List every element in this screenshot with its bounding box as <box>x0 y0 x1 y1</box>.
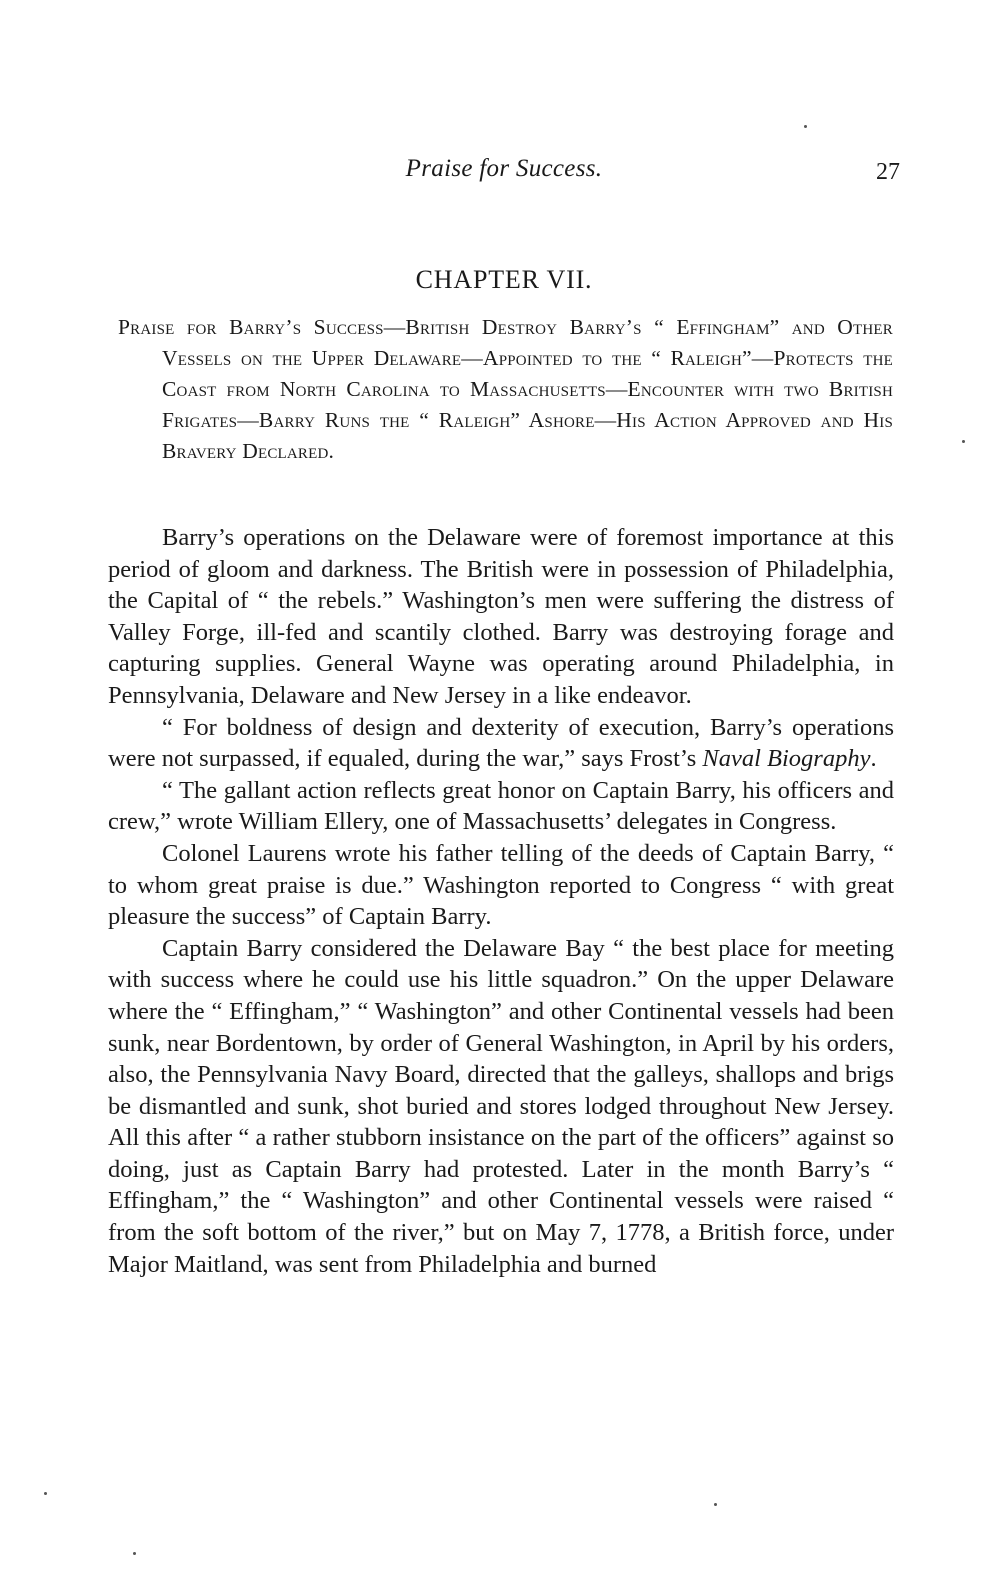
chapter-heading: CHAPTER VII. <box>415 265 593 294</box>
paragraph: “ The gallant action reflects great honor on Captain Barry, his officers and crew,” wrote William Ellery, one of Massachusetts’ delegates in Congress. <box>108 776 894 836</box>
running-head <box>108 155 900 195</box>
quote-text: “ For boldness of design and dexterity of execution, Barry’s operations were not surpassed, if equaled, during the war,” says Frost’s <box>108 713 894 773</box>
paragraph: Captain Barry considered the Delaware Bay “ the best place for meeting with success where he could use his little squadron.” On the upper Delaware where the “ Effingham,” “ Washington” and other Continental vessels had been sunk, near Bordentown, by order of General Washington, in April by his orders, also, the Pennsylvania Navy Board, directed that the galleys, shallops and brigs be dismantled and sunk, shot buried and stores lodged throughout New Jersey. All this after “ a rather stubborn insistance on the part of the officers” against so doing, just as Captain Barry had protested. Later in the month Barry’s “ Effingham,” the “ Washington” and other Continental vessels were raised “ from the soft bottom of the river,” but on May 7, 1778, a British force, under Major Maitland, was sent from Philadelphia and burned <box>108 934 894 1278</box>
paragraph: Colonel Laurens wrote his father telling of the deeds of Captain Barry, “ to whom great praise is due.” Washington reported to Congress “ with great pleasure the success” of Captain Barry. <box>108 839 894 931</box>
paper-speck <box>962 440 965 443</box>
paragraph-quote <box>108 712 894 775</box>
book-title: Naval Biography <box>702 745 871 773</box>
body-text <box>108 522 894 1280</box>
chapter-synopsis: Praise for Barry’s Success—British Destroy Barry’s “ Effingham” and Other Vessels on the Upper Delaware—Appointed to the “ Raleigh”—Protects the Coast from North Carolina to Massachusetts—Encounter with two British Frigates—Barry Runs the “ Raleigh” Ashore—His Action Approved and His Bravery Declared. <box>118 315 893 463</box>
paper-speck <box>44 1492 47 1495</box>
paragraph: Barry’s operations on the Delaware were of foremost importance at this period of gloom and darkness. The British were in possession of Philadelphia, the Capital of “ the rebels.” Washington’s men were suffering the distress of Valley Forge, ill-fed and scantily clothed. Barry was destroying forage and capturing supplies. General Wayne was operating around Philadelphia, in Pennsylvania, Delaware and New Jersey in a like endeavor. <box>108 524 894 709</box>
paper-speck <box>804 125 807 128</box>
running-title: Praise for Success. <box>405 155 603 182</box>
quote-end: . <box>870 745 877 773</box>
paper-speck <box>714 1503 717 1506</box>
page-number: 27 <box>876 159 900 185</box>
paper-speck <box>133 1552 136 1555</box>
